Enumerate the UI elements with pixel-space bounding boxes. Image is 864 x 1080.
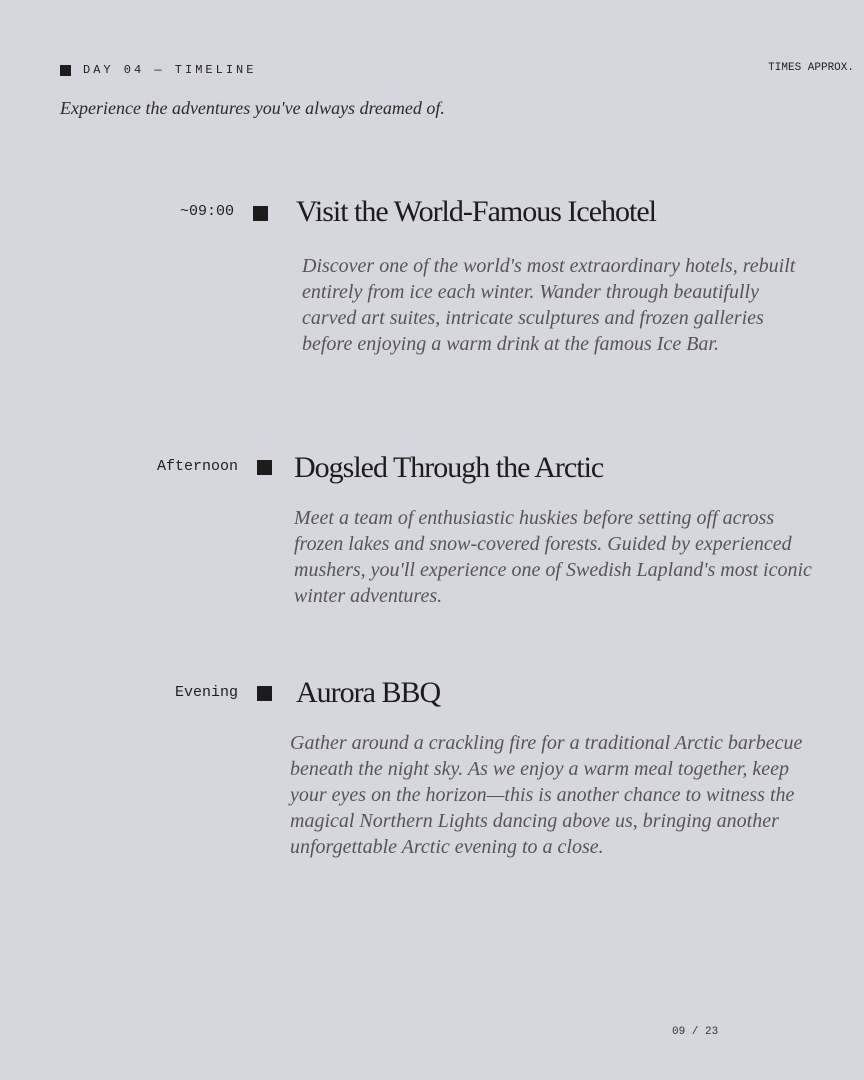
section-header <box>60 63 256 77</box>
timeline-title: Aurora BBQ <box>296 676 441 709</box>
square-bullet-icon <box>257 686 272 701</box>
square-bullet-icon <box>60 65 71 76</box>
timeline-description: Meet a team of enthusiastic huskies before setting off across frozen lakes and snow-covered forests. Guided by experienced mushers, you'll experience one of Swedish Lapland's most iconic winter adventures. <box>294 507 812 607</box>
timeline-title: Dogsled Through the Arctic <box>294 451 604 484</box>
timeline-time: Afternoon <box>156 458 238 475</box>
timeline-time: ~09:00 <box>179 203 234 220</box>
square-bullet-icon <box>257 460 272 475</box>
page-number: 09 / 23 <box>672 1026 719 1038</box>
timeline-title: Visit the World-Famous Icehotel <box>296 195 656 228</box>
timeline-time: Evening <box>174 684 238 701</box>
timeline-description: Discover one of the world's most extraordinary hotels, rebuilt entirely from ice each winter. Wander through beautifully carved art suites, intricate sculptures and frozen galleries before enjoying a warm drink at the famous Ice Bar. <box>302 255 796 355</box>
square-bullet-icon <box>253 206 268 221</box>
times-approx-note: TIMES APPROX. <box>768 62 854 74</box>
page-subtitle: Experience the adventures you've always dreamed of. <box>60 98 445 118</box>
timeline-description: Gather around a crackling fire for a traditional Arctic barbecue beneath the night sky. As we enjoy a warm meal together, keep your eyes on the horizon—this is another chance to witness the magical Northern Lights dancing above us, bringing another unforgettable Arctic evening to a close. <box>290 732 803 858</box>
section-label: DAY 04 — TIMELINE <box>83 63 257 77</box>
